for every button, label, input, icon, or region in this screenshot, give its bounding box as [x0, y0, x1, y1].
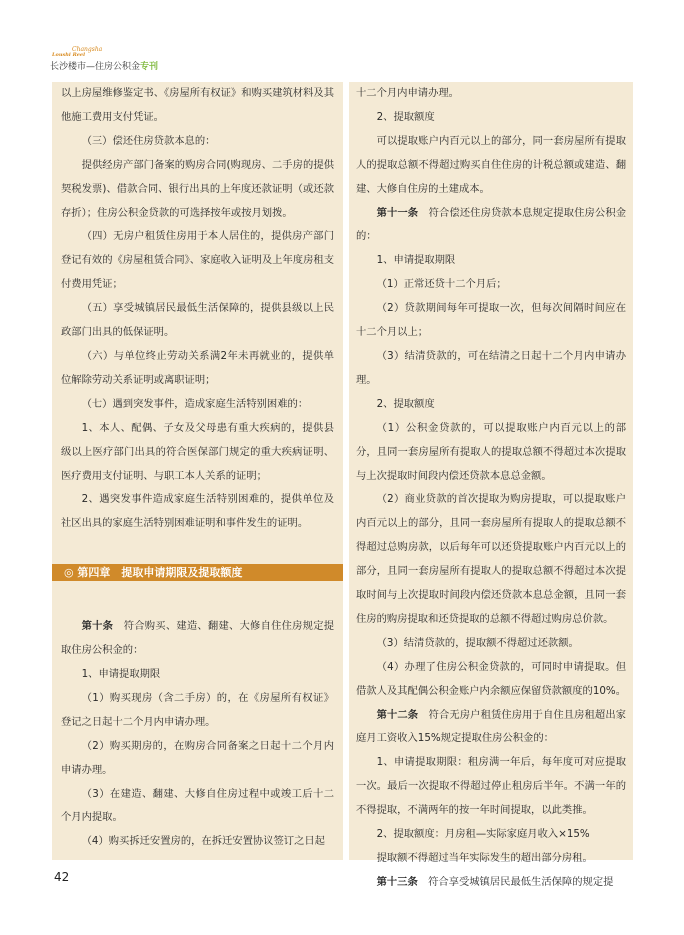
paragraph	[349, 632, 633, 656]
paragraph-text: 可以提取账户内百元以上的部分，同一套房屋所有提取人的提取总额不得超过购买自住住房的计税总额或建造、翻建、大修自住房的土建成本。	[356, 134, 626, 195]
paragraph-text: （2）购买期房的，在购房合同备案之日起十二个月内申请办理。	[61, 739, 334, 776]
paragraph	[349, 417, 633, 489]
paragraph-text: （3）结清贷款的，可在结清之日起十二个月内申请办理。	[356, 349, 626, 386]
paragraph-text: 2、提取额度：月房租—实际家庭月收入×15%	[376, 828, 590, 841]
brand-english-line-1: Changsha	[72, 46, 103, 53]
left-column	[52, 82, 343, 860]
paragraph-text: （七）遇到突发事件，造成家庭生活特别困难的：	[81, 397, 309, 410]
paragraph	[349, 202, 633, 250]
paragraph	[52, 687, 343, 735]
paragraph	[349, 847, 633, 871]
right-column	[349, 82, 633, 888]
right-column-text	[349, 82, 633, 895]
paragraph	[349, 704, 633, 752]
paragraph-text: 十二个月内申请办理。	[356, 87, 459, 99]
left-column-top-text	[52, 82, 343, 536]
paragraph	[52, 297, 343, 345]
paragraph-text: 2、遇突发事件造成家庭生活特别困难的，提供单位及社区出具的家庭生活特别困难证明和事件发生的证明。	[61, 493, 334, 530]
paragraph-text: （三）偿还住房贷款本息的：	[81, 134, 216, 147]
paragraph-text: 1、申请提取期限	[376, 254, 456, 267]
paragraph	[349, 82, 633, 106]
paragraph	[349, 130, 633, 202]
paragraph	[349, 106, 633, 130]
paragraph	[52, 783, 343, 831]
brand-title-main: 长沙楼市—住房公积金	[50, 62, 141, 72]
paragraph	[52, 417, 343, 489]
paragraph-text: （4）办理了住房公积金贷款的，可同时申请提取。但借款人及其配偶公积金账户内余额应保留贷款额度的10%。	[356, 660, 627, 697]
paragraph	[349, 345, 633, 393]
paragraph-text: 2、提取额度	[376, 397, 435, 410]
chapter-heading: ◎ 第四章 提取申请期限及提取额度	[52, 564, 343, 581]
brand-english-line-2: Loushi Reel	[52, 52, 85, 58]
paragraph	[349, 488, 633, 631]
paragraph	[349, 249, 633, 273]
article-number: 第十三条	[376, 875, 418, 888]
paragraph	[52, 82, 343, 130]
magazine-header	[50, 46, 170, 76]
paragraph-text: 1、申请提取期限	[81, 668, 161, 681]
paragraph-text: （四）无房户租赁住房用于本人居住的，提供房产部门登记有效的《房屋租赁合同》、家庭收入证明及上年度房租支付费用凭证；	[61, 230, 334, 291]
paragraph-text: （3）在建造、翻建、大修自住房过程中或竣工后十二个月内提取。	[61, 787, 334, 824]
paragraph-text: （1）购买现房（含二手房）的，在《房屋所有权证》登记之日起十二个月内申请办理。	[61, 691, 334, 728]
left-column-bottom-text	[52, 615, 343, 854]
paragraph	[52, 735, 343, 783]
paragraph	[52, 154, 343, 226]
paragraph	[349, 656, 633, 704]
paragraph	[52, 830, 343, 854]
paragraph	[349, 393, 633, 417]
paragraph-text: （1）公积金贷款的，可以提取账户内百元以上的部分，且同一套房屋所有提取人的提取总额不得超过本次提取与上次提取时间段内偿还贷款本息总金额。	[356, 421, 626, 482]
paragraph-text: （3）结清贷款的，提取额不得超过还款额。	[376, 636, 579, 649]
article-number: 第十一条	[376, 206, 419, 219]
paragraph-text: 提取额不得超过当年实际发生的超出部分房租。	[376, 852, 593, 864]
paragraph	[349, 297, 633, 345]
paragraph	[52, 345, 343, 393]
paragraph	[52, 615, 343, 663]
paragraph-text: （六）与单位终止劳动关系满2年未再就业的，提供单位解除劳动关系证明或离职证明；	[61, 349, 334, 386]
paragraph-text: 1、本人、配偶、子女及父母患有重大疾病的，提供县级以上医疗部门出具的符合医保部门规定的重大疾病证明、医疗费用支付证明、与职工本人关系的证明；	[61, 421, 334, 482]
paragraph-text: 符合购买、建造、翻建、大修自住住房规定提取住房公积金的：	[61, 620, 335, 657]
paragraph-text: （2）商业贷款的首次提取为购房提取，可以提取账户内百元以上的部分，且同一套房屋所有提取人的提取总额不得超过总购房款，以后每年可以还贷提取账户内百元以上的部分，且同一套房屋所有提取人的提取总额不得超过本次提取时间与上次提取时间段内偿还贷款本息总金额，且同一套住房的购房提取和还贷提取的总额不得超过购房总价款。	[356, 493, 626, 625]
paragraph	[349, 273, 633, 297]
article-number: 第十二条	[376, 708, 419, 721]
paragraph-text: 1、申请提取期限：租房满一年后，每年度可对应提取一次。最后一次提取不得超过停止租房后半年。不满一年的不得提取，不满两年的按一年时间提取，以此类推。	[356, 756, 626, 817]
paragraph-text: 符合偿还住房贷款本息规定提取住房公积金的：	[356, 206, 627, 243]
paragraph-text: 符合享受城镇居民最低生活保障的规定提	[428, 875, 614, 888]
paragraph	[349, 751, 633, 823]
paragraph	[52, 130, 343, 154]
paragraph-text: 以上房屋维修鉴定书、《房屋所有权证》和购买建筑材料及其他施工费用支付凭证。	[61, 87, 334, 123]
paragraph-text: （4）购买拆迁安置房的，在拆迁安置协议签订之日起	[81, 835, 325, 848]
brand-title-highlight: 专刊	[140, 62, 159, 72]
paragraph-text: （五）享受城镇居民最低生活保障的，提供县级以上民政部门出具的低保证明。	[61, 302, 334, 339]
paragraph	[52, 488, 343, 536]
paragraph-text: 符合无房户租赁住房用于自住且房租超出家庭月工资收入15%规定提取住房公积金的：	[356, 708, 627, 745]
paragraph	[52, 663, 343, 687]
paragraph-text: （2）贷款期间每年可提取一次，但每次间隔时间应在十二个月以上；	[356, 302, 626, 339]
paragraph-text: 提供经房产部门备案的购房合同(购现房、二手房的提供契税发票)、借款合同、银行出具的上年度还款证明（或还款存折）；住房公积金贷款的可选择按年或按月划拨。	[61, 158, 334, 219]
page-number: 42	[54, 870, 70, 884]
paragraph	[52, 225, 343, 297]
paragraph-text: 2、提取额度	[376, 110, 435, 123]
paragraph	[52, 393, 343, 417]
article-number: 第十条	[81, 620, 114, 633]
paragraph	[349, 871, 633, 895]
paragraph-text: （1）正常还贷十二个月后；	[376, 278, 507, 291]
brand-title	[50, 59, 158, 72]
paragraph	[349, 823, 633, 847]
